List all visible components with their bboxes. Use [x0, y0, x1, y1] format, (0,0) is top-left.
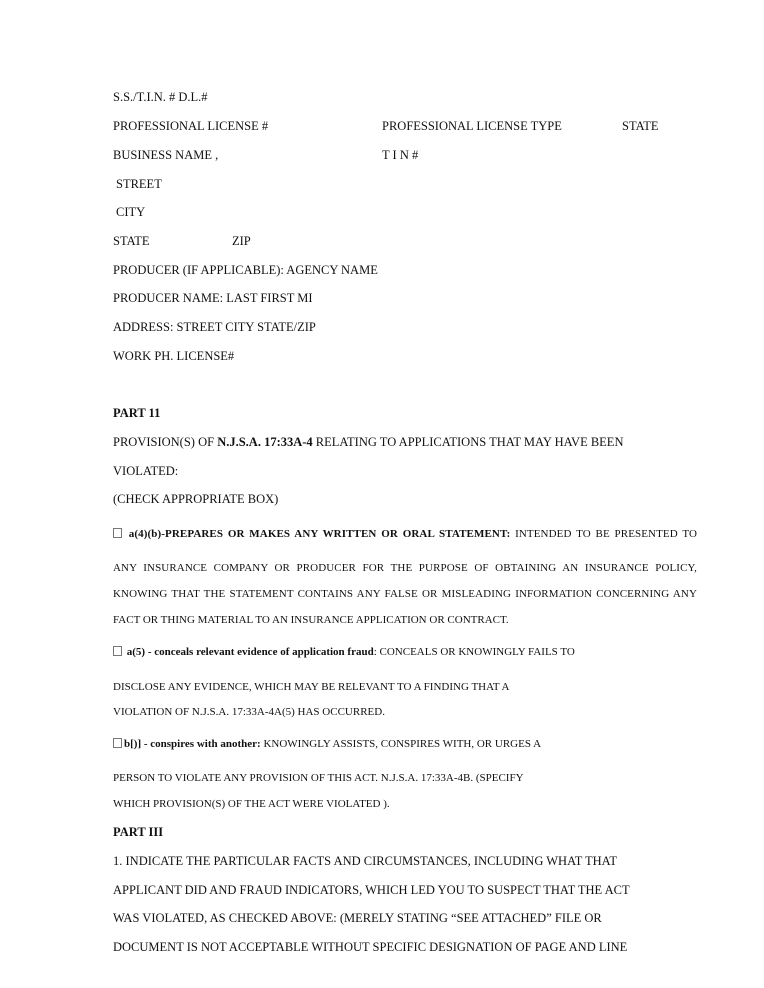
b-line-1	[113, 736, 541, 752]
a5-text: : CONCEALS OR KNOWINGLY FAILS TO	[373, 646, 575, 658]
a4b-line-4: FACT OR THING MATERIAL TO AN INSURANCE APPLICATION OR CONTRACT.	[113, 614, 509, 626]
address-label: ADDRESS: STREET CITY STATE/ZIP	[113, 320, 316, 334]
street-label: STREET	[116, 177, 162, 191]
a4b-line-1	[113, 526, 697, 542]
b-checkbox[interactable]	[113, 738, 122, 748]
state-label-2: STATE	[113, 234, 150, 248]
part-2-heading: PART 11	[113, 406, 161, 420]
tin-label: T I N #	[382, 148, 419, 162]
a4b-line-2: ANY INSURANCE COMPANY OR PRODUCER FOR THE PURPOSE OF OBTAINING AN INSURANCE POLICY,	[113, 562, 697, 574]
a5-line-1	[113, 644, 575, 660]
provisions-text-c: RELATING TO APPLICATIONS THAT MAY HAVE BEEN	[312, 435, 624, 449]
part-3-line-3: WAS VIOLATED, AS CHECKED ABOVE: (MERELY STATING “SEE ATTACHED” FILE OR	[113, 911, 602, 925]
part-3-heading: PART III	[113, 825, 164, 839]
part-3-line-2: APPLICANT DID AND FRAUD INDICATORS, WHICH LED YOU TO SUSPECT THAT THE ACT	[113, 883, 630, 897]
a5-line-2: DISCLOSE ANY EVIDENCE, WHICH MAY BE RELEVANT TO A FINDING THAT A	[113, 681, 510, 693]
zip-label: ZIP	[232, 234, 251, 248]
provisions-line	[113, 434, 623, 450]
a5-title: a(5) - conceals relevant evidence of application fraud	[126, 646, 374, 658]
b-line-3: WHICH PROVISION(S) OF THE ACT WERE VIOLATED ).	[113, 798, 390, 810]
b-line-2: PERSON TO VIOLATE ANY PROVISION OF THIS ACT. N.J.S.A. 17:33A-4B. (SPECIFY	[113, 772, 524, 784]
violated-label: VIOLATED:	[113, 464, 179, 478]
producer-agency-label: PRODUCER (IF APPLICABLE): AGENCY NAME	[113, 263, 378, 277]
b-title: b[)] - conspires with another:	[124, 738, 261, 750]
provisions-text-a: PROVISION(S) OF	[113, 435, 218, 449]
part-3-line-1: 1. INDICATE THE PARTICULAR FACTS AND CIRCUMSTANCES, INCLUDING WHAT THAT	[113, 854, 617, 868]
provisions-statute: N.J.S.A. 17:33A-4	[217, 435, 313, 449]
b-text: KNOWINGLY ASSISTS, CONSPIRES WITH, OR URGES A	[260, 738, 542, 750]
a4b-text: INTENDED TO BE PRESENTED TO	[510, 528, 698, 540]
check-box-instruction: (CHECK APPROPRIATE BOX)	[113, 492, 279, 506]
a4b-checkbox[interactable]	[113, 528, 122, 538]
part-3-line-4: DOCUMENT IS NOT ACCEPTABLE WITHOUT SPECIFIC DESIGNATION OF PAGE AND LINE	[113, 940, 628, 954]
work-phone-label: WORK PH. LICENSE#	[113, 349, 235, 363]
a5-line-3: VIOLATION OF N.J.S.A. 17:33A-4A(5) HAS OCCURRED.	[113, 706, 385, 718]
a4b-title: a(4)(b)-PREPARES OR MAKES ANY WRITTEN OR ORAL STATEMENT:	[128, 528, 511, 540]
ss-tin-dl-label: S.S./T.I.N. # D.L.#	[113, 90, 208, 104]
a4b-line-3: KNOWING THAT THE STATEMENT CONTAINS ANY FALSE OR MISLEADING INFORMATION CONCERNING ANY	[113, 588, 697, 600]
professional-license-label: PROFESSIONAL LICENSE #	[113, 119, 269, 133]
city-label: CITY	[116, 205, 146, 219]
professional-license-type-label: PROFESSIONAL LICENSE TYPE	[382, 119, 562, 133]
producer-name-label: PRODUCER NAME: LAST FIRST MI	[113, 291, 313, 305]
business-name-label: BUSINESS NAME ,	[113, 148, 219, 162]
state-label-1: STATE	[622, 119, 659, 133]
a5-checkbox[interactable]	[113, 646, 122, 656]
